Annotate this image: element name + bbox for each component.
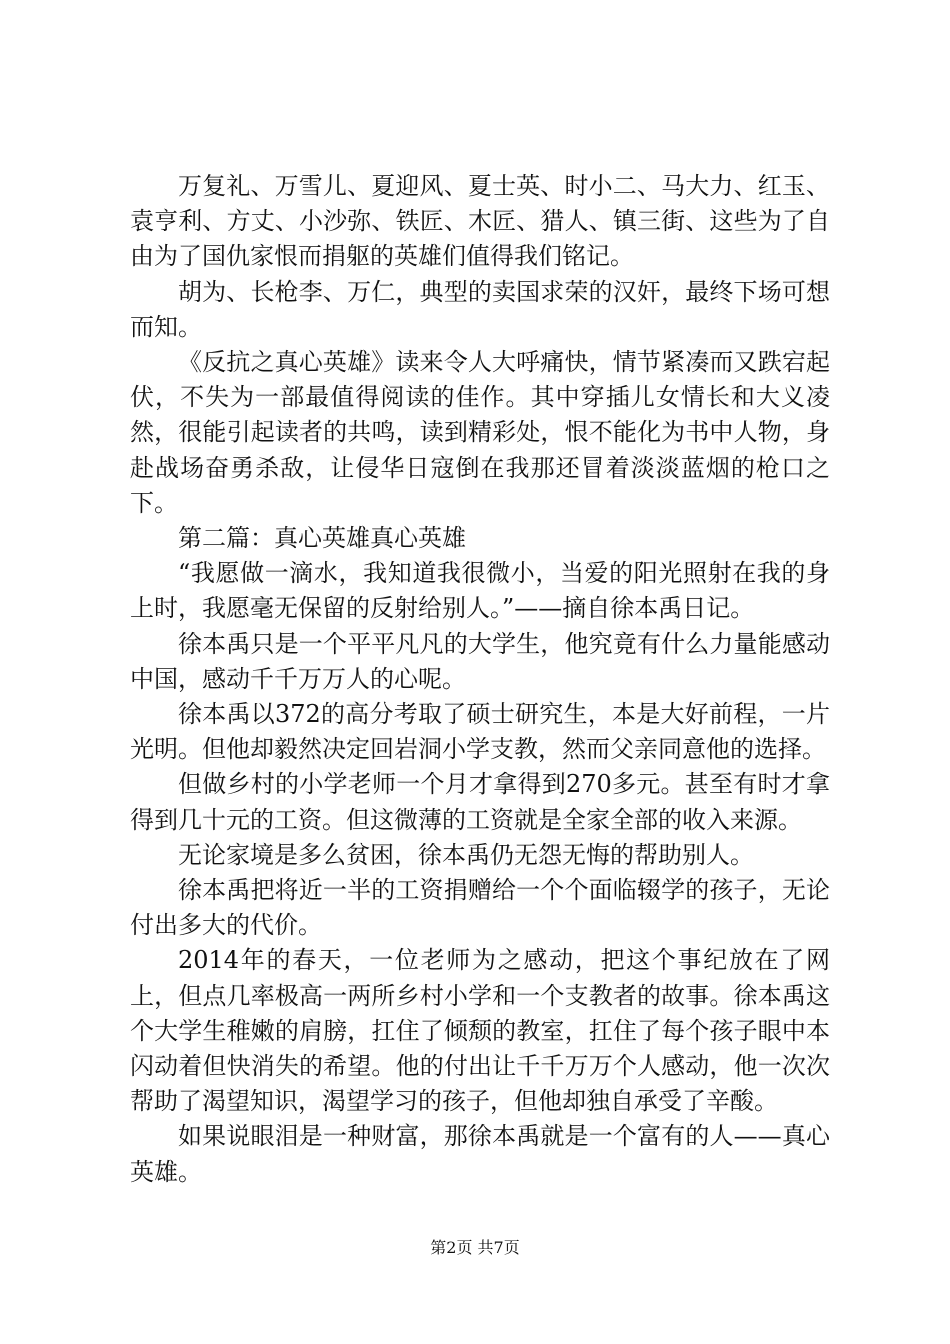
paragraph-donation: 徐本禹把将近一半的工资捐赠给一个个面临辍学的孩子，无论付出多大的代价。 xyxy=(130,876,830,940)
paragraph-graduate-exam: 徐本禹以372的高分考取了硕士研究生，本是大好前程，一片光明。但他却毅然决定回岩洞小学支教，然而父亲同意他的选择。 xyxy=(130,700,830,764)
paragraph-salary: 但做乡村的小学老师一个月才拿得到270多元。甚至有时才拿得到几十元的工资。但这微薄的工资就是全家全部的收入来源。 xyxy=(130,770,830,834)
paragraph-traitors: 胡为、长枪李、万仁，典型的卖国求荣的汉奸，最终下场可想而知。 xyxy=(130,277,830,341)
paragraph-book-review: 《反抗之真心英雄》读来令人大呼痛快，情节紧凑而又跌宕起伏，不失为一部最值得阅读的佳作。其中穿插儿女情长和大义凌然，很能引起读者的共鸣，读到精彩处，恨不能化为书中人物，身赴战场奋勇杀敌，让侵华日寇倒在我那还冒着淡淡蓝烟的枪口之下。 xyxy=(130,348,830,517)
paragraph-poverty: 无论家境是多么贫困，徐本禹仍无怨无悔的帮助别人。 xyxy=(178,840,754,869)
paragraph-diary-quote: “我愿做一滴水，我知道我很微小，当爱的阳光照射在我的身上时，我愿毫无保留的反射给别人。”——摘自徐本禹日记。 xyxy=(130,559,830,623)
paragraph-conclusion: 如果说眼泪是一种财富，那徐本禹就是一个富有的人——真心英雄。 xyxy=(130,1122,830,1186)
paragraph-question: 徐本禹只是一个平平凡凡的大学生，他究竟有什么力量能感动中国，感动千千万万人的心呢。 xyxy=(130,629,830,693)
section-heading: 第二篇：真心英雄真心英雄 xyxy=(178,524,466,553)
paragraph-story: 2014年的春天，一位老师为之感动，把这个事纪放在了网上，但点几率极高一两所乡村小学和一个支教者的故事。徐本禹这个大学生稚嫩的肩膀，扛住了倾颓的教室，扛住了每个孩子眼中本闪动着但快消失的希望。他的付出让千千万万个人感动，他一次次帮助了渴望知识，渴望学习的孩子，但他却独自承受了辛酸。 xyxy=(130,946,830,1116)
document-body xyxy=(130,169,830,1190)
page-number-footer: 第2页 共7页 xyxy=(430,1238,520,1257)
paragraph-heroes-list: 万复礼、万雪儿、夏迎风、夏士英、时小二、马大力、红玉、袁亨利、方丈、小沙弥、铁匠、木匠、猎人、镇三街、这些为了自由为了国仇家恨而捐躯的英雄们值得我们铭记。 xyxy=(130,172,830,271)
